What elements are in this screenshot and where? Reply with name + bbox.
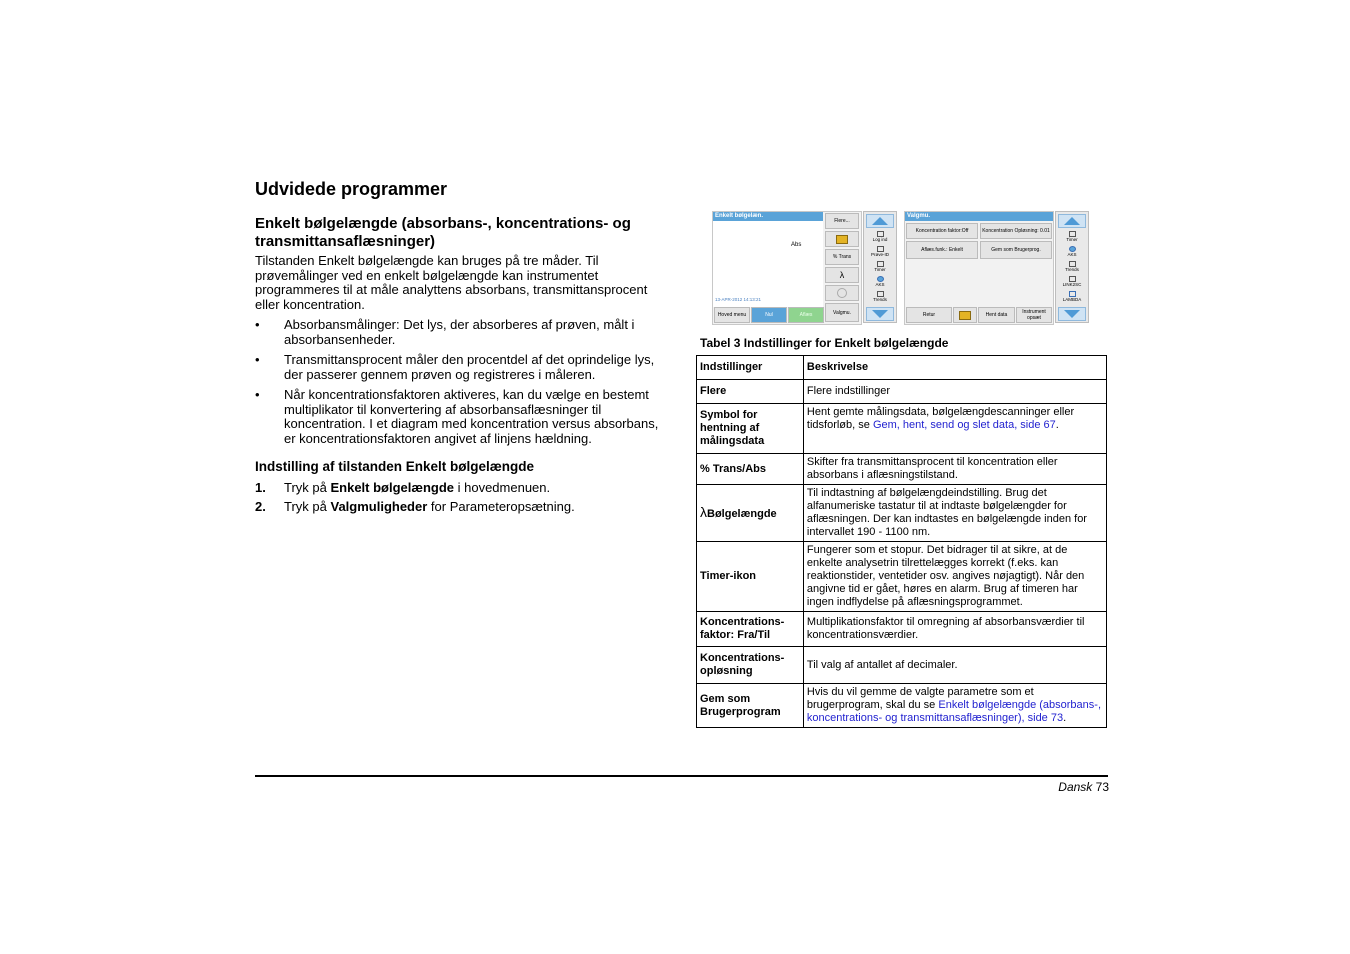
- bullet-text: Når koncentrationsfaktoren aktiveres, kan du vælge en bestemt multiplikator til konvertering af absorbansaflæsninger til koncentration. I et diagram med koncentration versus absorbans, er koncentrationsfaktoren angivet af linjens hældning.: [284, 387, 659, 446]
- setting-name: [697, 485, 804, 542]
- instrument-setup-button[interactable]: Instrument opsæt: [1016, 307, 1052, 323]
- setting-description: Skifter fra transmittansprocent til koncentration eller absorbans i aflæsningstilstand.: [803, 454, 1106, 485]
- table-header-row: [697, 356, 1107, 380]
- folder-icon: [836, 235, 848, 244]
- table-row: [697, 485, 1107, 542]
- setting-description: Til indtastning af bølgelængdeindstilling. Brug det alfanumeriske tastatur til at indtaste bølgelængder for aflæsningen. Der kan indtastes en bølgelængde inden for intervallet 190 - 1100 nm.: [803, 485, 1106, 542]
- setting-description: Flere indstillinger: [803, 380, 1106, 404]
- scroll-down-button[interactable]: [866, 307, 894, 321]
- timestamp: 13-APR-2012 14:13:21: [715, 297, 762, 302]
- setting-description: [803, 404, 1106, 454]
- timer-button[interactable]: [825, 285, 859, 301]
- read-button[interactable]: Aflæs: [788, 307, 824, 323]
- sidebar-item-label: Prøve-ID: [871, 252, 889, 257]
- description-end: .: [1055, 419, 1059, 431]
- reading-mode: Abs: [791, 242, 802, 248]
- scroll-down-button[interactable]: [1058, 307, 1086, 321]
- screen-title: Valgmu.: [905, 212, 1053, 221]
- trans-abs-button[interactable]: % Trans: [825, 249, 859, 265]
- setting-label: Bølgelængde: [707, 507, 777, 520]
- setting-description: Multiplikationsfaktor til omregning af absorbansværdier til koncentrationsværdier.: [803, 612, 1106, 647]
- intro-paragraph: Tilstanden Enkelt bølgelængde kan bruges på tre måder. Til prøvemålinger ved en enkelt bølgelængde kan instrumentet programmeres til at måle analyttens absorbans, transmittansprocent eller koncentration.: [255, 253, 648, 312]
- page-footer: [1058, 780, 1109, 794]
- sidebar-item[interactable]: [864, 261, 896, 272]
- sidebar-item[interactable]: [864, 291, 896, 302]
- save-user-program-button[interactable]: Gem som Brugerprog.: [980, 241, 1052, 259]
- scroll-up-button[interactable]: [866, 214, 894, 228]
- description-text: Hent gemte målingsdata, bølgelængdescanninger eller tidsforløb, se: [806, 406, 1075, 431]
- page-number: 73: [1095, 780, 1109, 794]
- table-row: [697, 647, 1107, 684]
- procedure-heading: Indstilling af tilstanden Enkelt bølgelængde: [255, 459, 535, 474]
- options-button[interactable]: Valgmu.: [825, 303, 859, 322]
- recall-data-button[interactable]: [825, 231, 859, 247]
- footer-language: Dansk: [1058, 780, 1093, 794]
- setting-name: Timer-ikon: [697, 542, 804, 612]
- settings-table: [696, 355, 1107, 728]
- sidebar-item[interactable]: [864, 246, 896, 257]
- main-menu-button[interactable]: Hoved menu: [714, 307, 750, 323]
- bullet-text: Transmittansprocent måler den procentdel af det oprindelige lys, der passerer gennem prøven og registreres i måleren.: [284, 352, 655, 382]
- sidebar-item-label: AKS: [875, 282, 885, 287]
- arrow-up-icon: [1064, 217, 1080, 225]
- step-text: Tryk på: [284, 499, 331, 514]
- setting-name: Koncentrations-opløsning: [697, 647, 804, 684]
- sidebar-item-label: Log ind: [872, 237, 888, 242]
- cross-reference-link[interactable]: Enkelt bølgelængde (absorbans-, koncentrations- og transmittansaflæsninger), side 73: [806, 699, 1102, 724]
- setting-name: Koncentrations-faktor: Fra/Til: [697, 612, 804, 647]
- sidebar-item[interactable]: [1056, 261, 1088, 272]
- column-header: Indstillinger: [697, 356, 804, 380]
- step-text-end: for Parameteropsætning.: [427, 499, 575, 514]
- page-title: Udvidede programmer: [255, 179, 448, 199]
- sidebar-item[interactable]: [864, 276, 896, 287]
- step-number: 1.: [255, 480, 266, 495]
- sidebar-item[interactable]: [1056, 276, 1088, 287]
- conc-resolution-button[interactable]: Koncentration Opløsning: 0.01: [980, 223, 1052, 239]
- sidebar-item-label: AKS: [1067, 252, 1077, 257]
- sidebar-1: [863, 211, 897, 323]
- return-button[interactable]: Retur: [906, 307, 952, 323]
- setting-name: Symbol for hentning af målingsdata: [697, 404, 804, 454]
- bullet-item: [255, 388, 675, 448]
- more-button[interactable]: Flere...: [825, 213, 859, 229]
- sidebar-item[interactable]: [1056, 246, 1088, 257]
- arrow-down-icon: [872, 310, 888, 318]
- setting-name: Gem som Brugerprogram: [697, 684, 804, 728]
- table-row: [697, 542, 1107, 612]
- sidebar-item[interactable]: [1056, 231, 1088, 242]
- screen-title: Enkelt bølgelæn.: [713, 212, 823, 221]
- sidebar-item[interactable]: [864, 231, 896, 242]
- bullet-item: [255, 318, 675, 348]
- arrow-up-icon: [872, 217, 888, 225]
- setting-description: [803, 684, 1106, 728]
- bullet-text: Absorbansmålinger: Det lys, der absorberes af prøven, målt i absorbansenheder.: [284, 317, 635, 347]
- setting-description: Til valg af antallet af decimaler.: [803, 647, 1106, 684]
- bullet-icon: •: [255, 317, 260, 332]
- reading-mode-button[interactable]: Aflæs.funk.: Enkelt: [906, 241, 978, 259]
- step-number: 2.: [255, 499, 266, 514]
- arrow-down-icon: [1064, 310, 1080, 318]
- sidebar-item-label: Timer: [1066, 237, 1078, 242]
- scroll-up-button[interactable]: [1058, 214, 1086, 228]
- step-emphasis: Enkelt bølgelængde: [330, 480, 454, 495]
- zero-button[interactable]: Nul: [751, 307, 787, 323]
- table-row: [697, 684, 1107, 728]
- table-caption: Tabel 3 Indstillinger for Enkelt bølgelængde: [700, 336, 949, 350]
- recall-data-label-button[interactable]: Hent data: [978, 307, 1015, 323]
- procedure-step: [255, 480, 675, 496]
- screenshot-options: [904, 211, 1054, 325]
- table-row: [697, 612, 1107, 647]
- wavelength-button[interactable]: λ: [825, 267, 859, 283]
- folder-icon: [959, 311, 971, 320]
- step-text: Tryk på: [284, 480, 331, 495]
- recall-data-button[interactable]: [953, 307, 977, 323]
- sidebar-item-label: LAMBDA: [1062, 297, 1082, 302]
- column-header: Beskrivelse: [803, 356, 1106, 380]
- step-emphasis: Valgmuligheder: [330, 499, 428, 514]
- lambda-icon: λ: [700, 503, 707, 520]
- table-row: [697, 380, 1107, 404]
- footer-rule: [255, 775, 1108, 777]
- procedure-step: [255, 499, 675, 515]
- setting-name: % Trans/Abs: [697, 454, 804, 485]
- bullet-item: [255, 353, 675, 383]
- sidebar-2: [1055, 211, 1089, 323]
- sidebar-item-label: Trends: [873, 297, 887, 302]
- description-text: Hvis du vil gemme de valgte parametre som et brugerprogram, skal du se: [806, 686, 1034, 711]
- cross-reference-link[interactable]: Gem, hent, send og slet data, side 67: [872, 419, 1056, 431]
- bullet-icon: •: [255, 387, 260, 402]
- sidebar-item-label: Trends: [1065, 267, 1079, 272]
- timer-icon: [837, 288, 847, 298]
- sidebar-item-label: Timer: [874, 267, 886, 272]
- bullet-icon: •: [255, 352, 260, 367]
- section-heading: Enkelt bølgelængde (absorbans-, koncentrations- og transmittansaflæsninger): [255, 215, 631, 250]
- table-row: [697, 404, 1107, 454]
- conc-factor-button[interactable]: Koncentration faktor:Off: [906, 223, 978, 239]
- screen-display: [713, 221, 823, 307]
- description-end: .: [1063, 712, 1067, 724]
- sidebar-item[interactable]: [1056, 291, 1088, 302]
- step-text-end: i hovedmenuen.: [454, 480, 551, 495]
- sidebar-item-label: LINK2SC: [1062, 282, 1082, 287]
- setting-name: Flere: [697, 380, 804, 404]
- screenshot-single-wavelength: [712, 211, 862, 325]
- table-row: [697, 454, 1107, 485]
- setting-description: Fungerer som et stopur. Det bidrager til at sikre, at de enkelte analysetrin tilrettelægges korrekt (f.eks. kan reaktionstider, ventetider osv. angives nøjagtigt). Når den angivne tid er gået, høres en alarm. Brug af timeren har ingen indflydelse på aflæsningsprogrammet.: [803, 542, 1106, 612]
